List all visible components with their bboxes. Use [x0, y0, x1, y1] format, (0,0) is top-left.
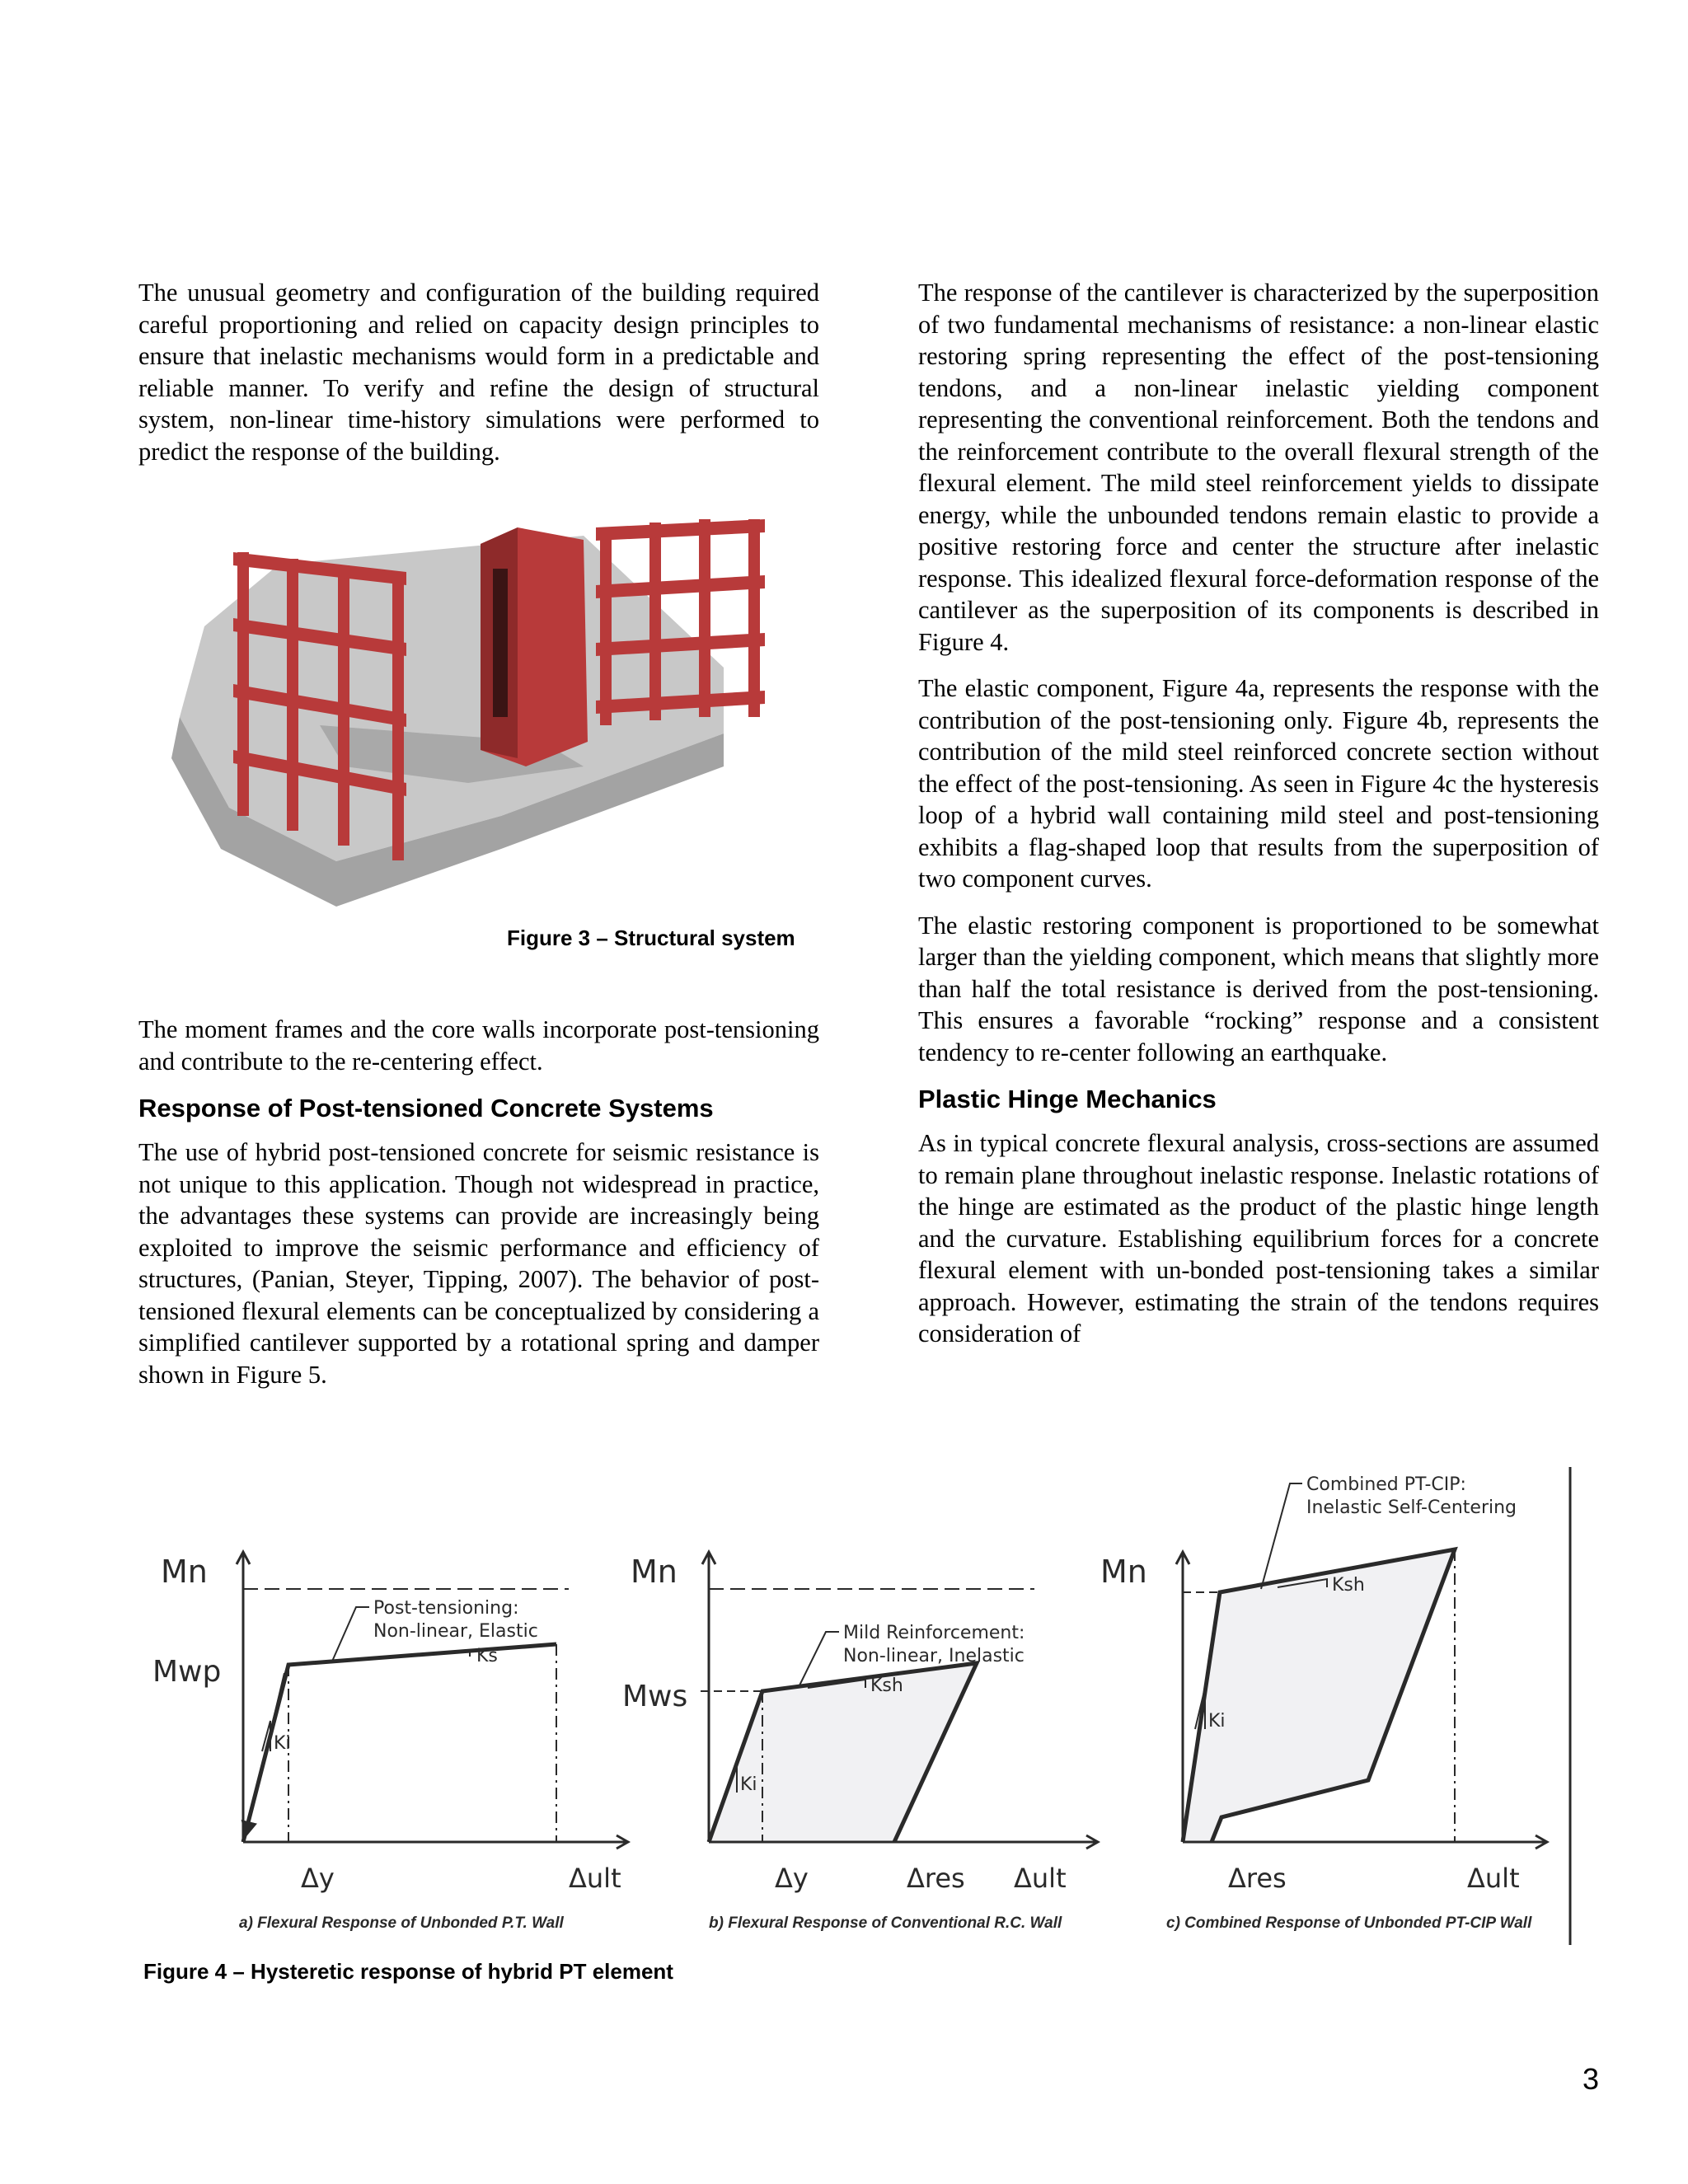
- figure4-caption: Figure 4 – Hysteretic response of hybrid PT element: [143, 1959, 673, 1984]
- figure4-hysteretic-diagrams: [140, 1467, 1591, 1945]
- panel-a-note-line2: Non-linear, Elastic: [373, 1621, 538, 1642]
- figure3-core-opening: [493, 569, 508, 717]
- panel-c-dult-label: Δult: [1467, 1863, 1520, 1894]
- panel-c-mn-label: Mn: [1100, 1554, 1147, 1590]
- panel-a-note-line1: Post-tensioning:: [373, 1598, 519, 1619]
- figure4-panel-b: [701, 1552, 1098, 1849]
- panel-b-note-line1: Mild Reinforcement:: [843, 1623, 1025, 1643]
- figure3-structural-system-image: [155, 519, 798, 923]
- page-number: 3: [1582, 2062, 1599, 2096]
- panel-c-dres-label: Δres: [1228, 1863, 1287, 1894]
- panel-b-mws-label: Mws: [622, 1680, 688, 1713]
- left-column-lower: [138, 1014, 819, 1405]
- panel-c-note-line1: Combined PT-CIP:: [1306, 1474, 1466, 1495]
- right-column: [918, 277, 1599, 1350]
- left-paragraph-3: The use of hybrid post-tensioned concrete for seismic resistance is not unique to this application. Though not widespread in practice, the advantages these systems can provide are increasingly being exploited to improve the seismic performance and efficiency of structures, (Panian, Steyer, Tipping, 2007). The behavior of post-tensioned flexural elements can be conceptualized by considering a simplified cantilever supported by a rotational spring and damper shown in Figure 5.: [138, 1138, 819, 1389]
- right-paragraph-4: As in typical concrete flexural analysis, cross-sections are assumed to remain plane throughout inelastic response. Inelastic rotations of the hinge are estimated as the product of the plastic hinge length and the curvature. Establishing equilibrium forces for a concrete flexural element with un-bonded post-tensioning takes a similar approach. However, estimating the strain of the tendons requires consideration of: [918, 1129, 1599, 1347]
- panel-a-dult-label: Δult: [569, 1863, 621, 1894]
- panel-b-mn-label: Mn: [631, 1554, 678, 1590]
- left-paragraph-1: The unusual geometry and configuration of the building required careful proportioning and relied on capacity design principles to ensure that inelastic mechanisms would form in a predictable and reliable manner. To verify and refine the design of structural system, non-linear time-history simulations were performed to predict the response of the building.: [138, 279, 819, 466]
- panel-b-dres-label: Δres: [907, 1863, 965, 1894]
- right-paragraph-3: The elastic restoring component is proportioned to be somewhat larger than the yielding component, which means that slightly more than half the total resistance is derived from the post-tensioning. This ensures a favorable “rocking” response and a consistent tendency to re-center following an earthquake.: [918, 911, 1599, 1066]
- panel-a-mn-label: Mn: [161, 1554, 208, 1590]
- panel-c-ki-label: Ki: [1208, 1711, 1226, 1732]
- right-paragraph-2: The elastic component, Figure 4a, represents the response with the contribution of the post-tensioning only. Figure 4b, represents the contribution of the mild steel reinforced concrete section without the effect of the post-tensioning. As seen in Figure 4c the hysteresis loop of a hybrid wall containing mild steel and post-tensioning exhibits a flag-shaped loop that results from the superposition of two component curves.: [918, 674, 1599, 893]
- panel-b-ksh-label: Ksh: [870, 1675, 903, 1696]
- panel-b-note-leader: [799, 1632, 839, 1685]
- panel-c-note-leader: [1261, 1483, 1302, 1589]
- figure4-panel-a: [237, 1552, 628, 1849]
- section-heading-post-tensioned: Response of Post-tensioned Concrete Systems: [138, 1094, 714, 1122]
- panel-c-note-line2: Inelastic Self-Centering: [1306, 1497, 1517, 1518]
- section-heading-plastic-hinge: Plastic Hinge Mechanics: [918, 1085, 1217, 1113]
- right-paragraph-1: The response of the cantilever is characterized by the superposition of two fundamental mechanisms of resistance: a non-linear elastic restoring spring representing the effect of the post-tensioning tendons, and a non-linear inelastic yielding component representing the conventional reinforcement. Both the tendons and the reinforcement contribute to the overall flexural strength of the flexural element. The mild steel reinforcement yields to dissipate energy, while the unbounded tendons remain elastic to provide a positive restoring force and center the structure after inelastic response. This idealized flexural force-deformation response of the cantilever as the superposition of its components is described in Figure 4.: [918, 279, 1599, 656]
- panel-b-ki-label: Ki: [740, 1774, 757, 1795]
- panel-a-ki-label: Ki: [274, 1733, 291, 1754]
- left-column: [138, 277, 819, 482]
- panel-a-note-leader: [331, 1607, 369, 1663]
- panel-b-dy-label: Δy: [775, 1863, 809, 1894]
- panel-c-subcaption: c) Combined Response of Unbonded PT-CIP Wall: [1166, 1915, 1532, 1932]
- panel-a-ks-label: Ks: [476, 1646, 498, 1666]
- panel-a-mwp-label: Mwp: [152, 1655, 222, 1689]
- panel-a-dy-label: Δy: [301, 1863, 335, 1894]
- left-paragraph-2: The moment frames and the core walls incorporate post-tensioning and contribute to the re-centering effect.: [138, 1015, 819, 1076]
- panel-b-dult-label: Δult: [1014, 1863, 1067, 1894]
- panel-b-subcaption: b) Flexural Response of Conventional R.C. Wall: [709, 1915, 1062, 1932]
- panel-b-note-line2: Non-linear, Inelastic: [843, 1646, 1025, 1666]
- panel-c-ksh-label: Ksh: [1332, 1575, 1365, 1596]
- panel-a-subcaption: a) Flexural Response of Unbonded P.T. Wall: [239, 1915, 564, 1932]
- figure3-caption: Figure 3 – Structural system: [507, 926, 795, 950]
